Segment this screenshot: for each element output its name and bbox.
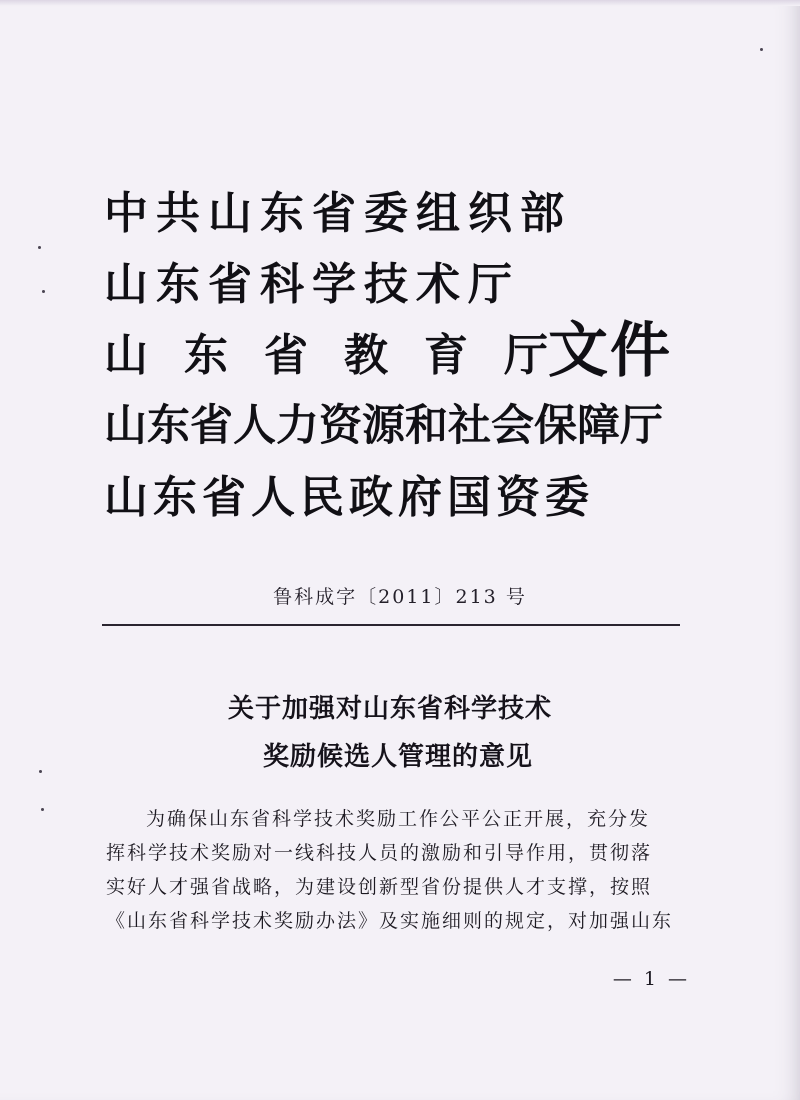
- scan-top-edge: [0, 0, 800, 6]
- header-divider: [102, 624, 680, 626]
- document-title-line: 关于加强对山东省科学技术: [227, 694, 552, 724]
- document-label: 文件: [548, 316, 672, 386]
- scan-speck: [41, 808, 44, 811]
- body-line: 为确保山东省科学技术奖励工作公平公正开展，充分发: [146, 808, 651, 830]
- body-line: 《山东省科学技术奖励办法》及实施细则的规定，对加强山东: [106, 910, 674, 932]
- body-text: [106, 802, 686, 938]
- scan-speck: [760, 48, 763, 51]
- issuer-line: 山东省人力资源和社会保障厅: [104, 401, 663, 451]
- document-title-line: 奖励候选人管理的意见: [262, 742, 533, 772]
- scan-speck: [38, 246, 41, 249]
- page-number: — 1 —: [612, 968, 690, 990]
- issuer-line: 山东省教育厅: [104, 330, 584, 381]
- issuer-line: 中共山东省委组织部: [104, 188, 572, 239]
- body-line: 挥科学技术奖励对一线科技人员的激励和引导作用，贯彻落: [106, 842, 653, 864]
- issuer-line: 山东省科学技术厅: [104, 259, 520, 310]
- scan-speck: [39, 770, 42, 773]
- issuer-line: 山东省人民政府国资委: [104, 472, 594, 523]
- document-number: 鲁科成字〔2011〕213 号: [273, 586, 527, 608]
- body-line: 实好人才强省战略，为建设创新型省份提供人才支撑，按照: [106, 876, 653, 898]
- scan-speck: [42, 290, 45, 293]
